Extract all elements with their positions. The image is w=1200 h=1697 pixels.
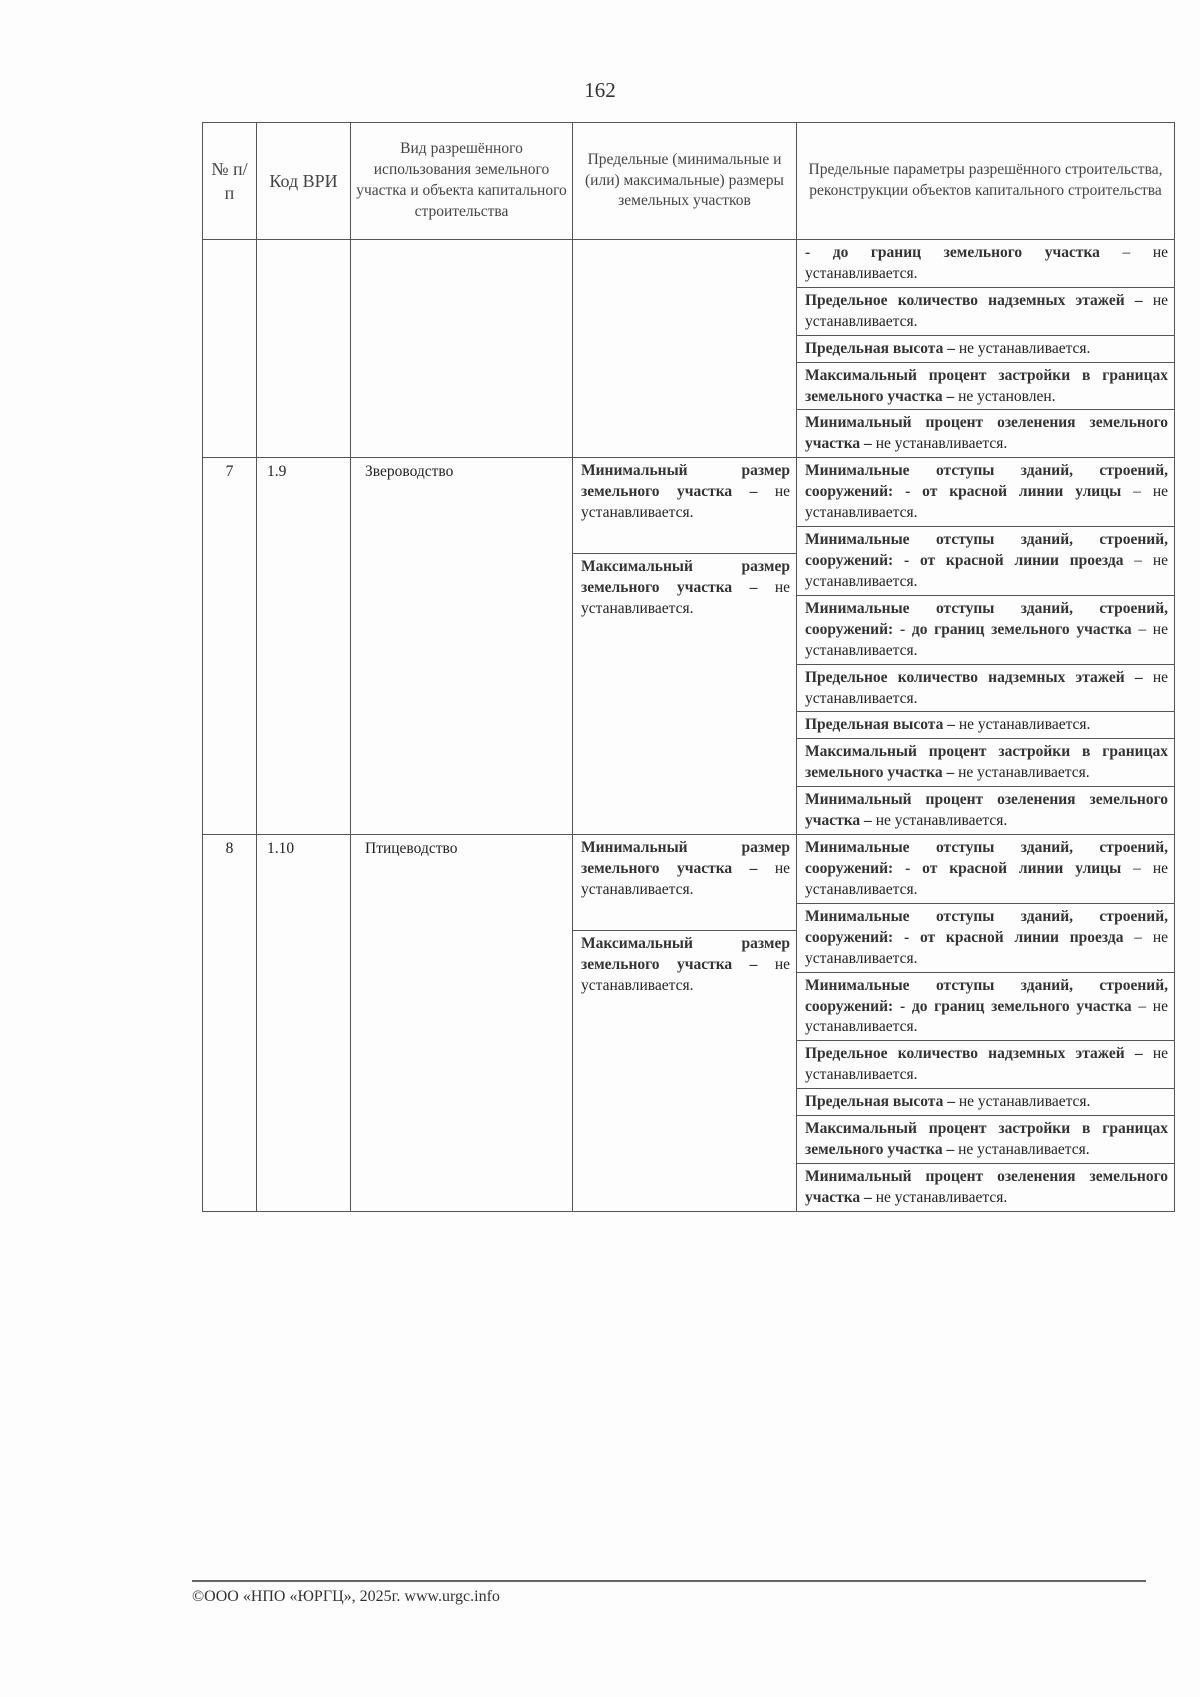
header-params: Предельные параметры разрешённого строительства, реконструкции объектов капитального строительства — [797, 123, 1175, 240]
table-header-row — [203, 123, 1175, 240]
regular-text: не устанавливается. — [954, 339, 1091, 357]
bold-text: Минимальный процент озеленения земельного участка – — [805, 791, 1168, 830]
cell-params — [797, 240, 1175, 458]
footer-copyright: ©ООО «НПО «ЮРГЦ», 2025г. www.urgc.info — [192, 1588, 500, 1605]
bold-text: Предельное количество надземных этажей – — [805, 1045, 1143, 1063]
bold-text: Минимальный размер земельного участка – — [581, 839, 790, 877]
param-block — [797, 1041, 1174, 1089]
regular-text: не устанавливается. — [581, 859, 790, 898]
param-block — [797, 739, 1174, 787]
size-block — [573, 931, 796, 1026]
regular-text: не устанавливается. — [581, 579, 790, 618]
regular-text: – не устанавливается. — [805, 244, 1168, 282]
table-row — [203, 835, 1175, 1212]
cell-num: 7 — [203, 458, 257, 835]
regular-text: не устанавливается. — [954, 1093, 1091, 1111]
param-block — [797, 240, 1174, 288]
bold-text: Минимальный процент озеленения земельного участка – — [805, 1167, 1168, 1206]
param-block — [797, 665, 1174, 713]
regular-text: не устанавливается. — [805, 668, 1168, 707]
cell-vri: Птицеводство — [351, 835, 573, 1212]
bold-text: Максимальный размер земельного участка – — [581, 558, 790, 597]
regular-text: – не устанавливается. — [805, 997, 1168, 1036]
table-row — [203, 458, 1175, 835]
bold-text: - до границ земельного участка — [805, 244, 1100, 261]
regular-text: – не устанавливается. — [805, 928, 1168, 967]
size-block — [573, 835, 796, 931]
param-block — [797, 712, 1174, 739]
cell-code — [257, 240, 351, 458]
bold-text: Минимальные отступы зданий, строений, сооружений: - от красной линии улицы — [805, 462, 1168, 501]
bold-text: Минимальный размер земельного участка – — [581, 462, 790, 501]
param-block — [797, 1164, 1174, 1211]
zoning-table-wrapper — [202, 122, 1174, 1212]
bold-text: Минимальные отступы зданий, строений, сооружений: - до границ земельного участка — [805, 599, 1168, 638]
bold-text: Минимальные отступы зданий, строений, сооружений: - от красной линии проезда — [805, 531, 1168, 569]
param-block — [797, 363, 1174, 411]
bold-text: Предельная высота – — [805, 716, 955, 734]
param-block — [797, 835, 1174, 904]
page-number: 162 — [584, 78, 616, 102]
regular-text: – не устанавливается. — [805, 859, 1168, 898]
regular-text: – не устанавливается. — [805, 551, 1168, 590]
bold-text: Минимальные отступы зданий, строений, сооружений: - до границ земельного участка — [805, 976, 1168, 1015]
regular-text: не устанавливается. — [805, 1045, 1168, 1084]
bold-text: Минимальные отступы зданий, строений, сооружений: - от красной линии проезда — [805, 907, 1168, 946]
cell-num — [203, 240, 257, 458]
regular-text: не установлен. — [954, 387, 1056, 405]
param-block — [797, 410, 1174, 457]
param-block — [797, 596, 1174, 665]
header-sizes: Предельные (минимальные и (или) максимальные) размеры земельных участков — [573, 123, 797, 240]
param-block — [797, 527, 1174, 596]
cell-code: 1.10 — [257, 835, 351, 1212]
bold-text: Максимальный процент застройки в границах земельного участка – — [805, 743, 1168, 782]
bold-text: Предельное количество надземных этажей – — [805, 291, 1143, 309]
zoning-parameters-table — [202, 122, 1175, 1212]
regular-text: – не устанавливается. — [805, 620, 1168, 659]
param-block — [797, 1116, 1174, 1164]
header-code: Код ВРИ — [257, 123, 351, 240]
footer-divider — [192, 1580, 1146, 1582]
param-block — [797, 288, 1174, 336]
bold-text: Минимальный процент озеленения земельного участка – — [805, 414, 1168, 453]
regular-text: не устанавливается. — [805, 291, 1168, 330]
regular-text: не устанавливается. — [954, 1141, 1090, 1159]
regular-text: не устанавливается. — [581, 483, 790, 522]
param-block — [797, 787, 1174, 834]
header-vri: Вид разрешённого использования земельного участка и объекта капитального строительства — [351, 123, 573, 240]
cell-num: 8 — [203, 835, 257, 1212]
table-row-continuation — [203, 240, 1175, 458]
cell-sizes — [573, 835, 797, 1212]
size-block — [573, 554, 796, 649]
bold-text: Предельная высота – — [805, 339, 955, 357]
regular-text: не устанавливается. — [581, 955, 790, 994]
cell-vri: Звероводство — [351, 458, 573, 835]
bold-text: Предельная высота – — [805, 1093, 955, 1111]
cell-params — [797, 458, 1175, 835]
param-block — [797, 904, 1174, 973]
param-block — [797, 1089, 1174, 1116]
header-number: № п/п — [203, 123, 257, 240]
regular-text: не устанавливается. — [871, 1188, 1008, 1206]
cell-sizes — [573, 240, 797, 458]
cell-sizes — [573, 458, 797, 835]
regular-text: не устанавливается. — [954, 716, 1091, 734]
size-block — [573, 458, 796, 554]
cell-vri — [351, 240, 573, 458]
bold-text: Минимальные отступы зданий, строений, сооружений: - от красной линии улицы — [805, 839, 1168, 877]
regular-text: не устанавливается. — [954, 764, 1090, 782]
param-block — [797, 973, 1174, 1042]
cell-code: 1.9 — [257, 458, 351, 835]
regular-text: не устанавливается. — [871, 812, 1008, 830]
bold-text: Максимальный процент застройки в границах земельного участка – — [805, 366, 1168, 405]
cell-params — [797, 835, 1175, 1212]
param-block — [797, 336, 1174, 363]
regular-text: – не устанавливается. — [805, 483, 1168, 522]
bold-text: Максимальный процент застройки в границах земельного участка – — [805, 1120, 1168, 1159]
regular-text: не устанавливается. — [871, 435, 1008, 453]
param-block — [797, 458, 1174, 527]
bold-text: Предельное количество надземных этажей – — [805, 668, 1143, 686]
bold-text: Максимальный размер земельного участка – — [581, 935, 790, 973]
